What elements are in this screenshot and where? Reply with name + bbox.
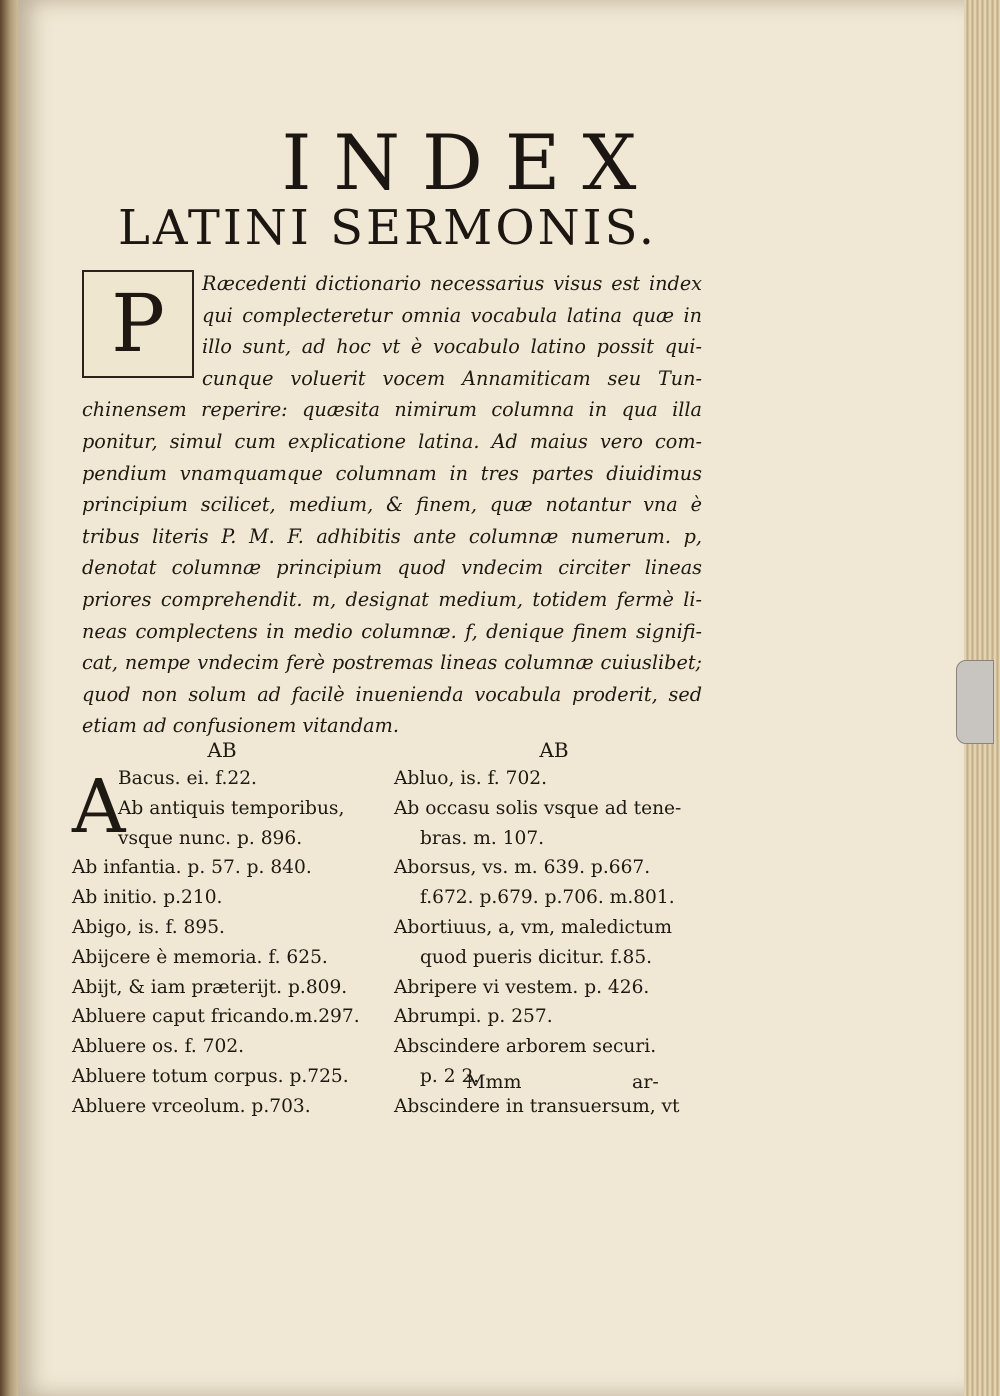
index-entry: Abluere caput fricando.m.297. bbox=[72, 1006, 360, 1028]
index-entry: p. 2 2. bbox=[420, 1065, 480, 1087]
page-clip bbox=[956, 660, 994, 744]
intro-line: illo sunt, ad hoc vt è vocabulo latino possit qui- bbox=[202, 335, 702, 359]
intro-line: cunque voluerit vocem Annamiticam seu Tun- bbox=[202, 366, 702, 390]
intro-line: principium scilicet, medium, & finem, quæ notantur vna bbox=[82, 493, 691, 517]
intro-line: chinensem reperire: quæsita nimirum columna in qua illa bbox=[82, 398, 702, 422]
intro-line: Ræcedenti dictionario necessarius visus est index bbox=[202, 272, 702, 295]
intro-line: priores comprehendit. m, designat medium, totidem fermè li- bbox=[82, 587, 702, 611]
decorated-initial-letter: P bbox=[111, 277, 165, 370]
index-entry: Ab antiquis temporibus, bbox=[118, 797, 345, 819]
index-entry: Abluere vrceolum. p.703. bbox=[72, 1095, 311, 1117]
intro-line: pendium vnamquamque columnam in tres partes diuidimus bbox=[82, 461, 702, 485]
intro-paragraph bbox=[82, 268, 702, 742]
index-column-right bbox=[394, 738, 714, 1122]
index-entry: Ab occasu solis vsque ad tene- bbox=[394, 797, 682, 819]
index-entry: Abscindere in transuersum, vt bbox=[394, 1095, 680, 1117]
index-entry: Abigo, is. f. 895. bbox=[72, 916, 225, 938]
page-subtitle: LATINI SERMONIS. bbox=[118, 200, 658, 256]
column-heading: AB bbox=[539, 738, 569, 762]
index-entry: Abortiuus, a, vm, maledictum bbox=[394, 916, 673, 938]
intro-line: etiam ad confusionem vitandam. bbox=[82, 714, 399, 738]
intro-line: cat, nempe vndecim ferè postremas lineas columnæ cuiuslibet; bbox=[82, 651, 702, 675]
intro-line: è tribus literis P. M. F. adhibitis ante columnæ numerum. p, bbox=[82, 493, 702, 548]
entry-initial-letter: A bbox=[72, 764, 126, 850]
index-entry: vsque nunc. p. 896. bbox=[118, 827, 303, 849]
column-heading: AB bbox=[207, 738, 237, 762]
catchword: ar- bbox=[632, 1071, 659, 1093]
index-entry: Ab infantia. p. 57. p. 840. bbox=[72, 857, 312, 879]
index-entry: bras. m. 107. bbox=[420, 827, 545, 849]
index-entry: Abluere totum corpus. p.725. bbox=[72, 1065, 349, 1087]
index-entry: Abscindere arborem securi. bbox=[394, 1036, 657, 1058]
intro-line: ponitur, simul cum explicatione latina. Ad maius vero com- bbox=[82, 429, 702, 453]
index-entry: Abluo, is. f. 702. bbox=[394, 768, 548, 789]
index-entry: Abrumpi. p. 257. bbox=[394, 1006, 553, 1028]
intro-line: neas complectens in medio columnæ. f, denique finem signifi- bbox=[82, 619, 702, 643]
page-title: INDEX bbox=[281, 118, 659, 207]
index-entry: quod pueris dicitur. f.85. bbox=[420, 946, 653, 968]
index-entry: f.672. p.679. p.706. m.801. bbox=[420, 887, 675, 909]
index-entry: Abijcere è memoria. f. 625. bbox=[72, 946, 328, 968]
intro-line: qui complecteretur omnia vocabula latina quæ in bbox=[202, 303, 702, 327]
index-entry: Bacus. ei. f.22. bbox=[118, 768, 257, 789]
intro-line: denotat columnæ principium quod vndecim circiter lineas bbox=[82, 556, 702, 580]
index-entry: Abluere os. f. 702. bbox=[72, 1036, 245, 1058]
index-entry: Abijt, & iam præterijt. p.809. bbox=[72, 976, 348, 998]
index-entry: Ab initio. p.210. bbox=[72, 887, 223, 909]
index-entry: Aborsus, vs. m. 639. p.667. bbox=[394, 857, 651, 879]
intro-line: quod non solum ad facilè inuenienda vocabula proderit, sed bbox=[82, 682, 702, 706]
index-column-left bbox=[72, 738, 372, 1122]
signature-mark: Mmm bbox=[466, 1071, 522, 1093]
index-entry: Abripere vi vestem. p. 426. bbox=[394, 976, 650, 998]
